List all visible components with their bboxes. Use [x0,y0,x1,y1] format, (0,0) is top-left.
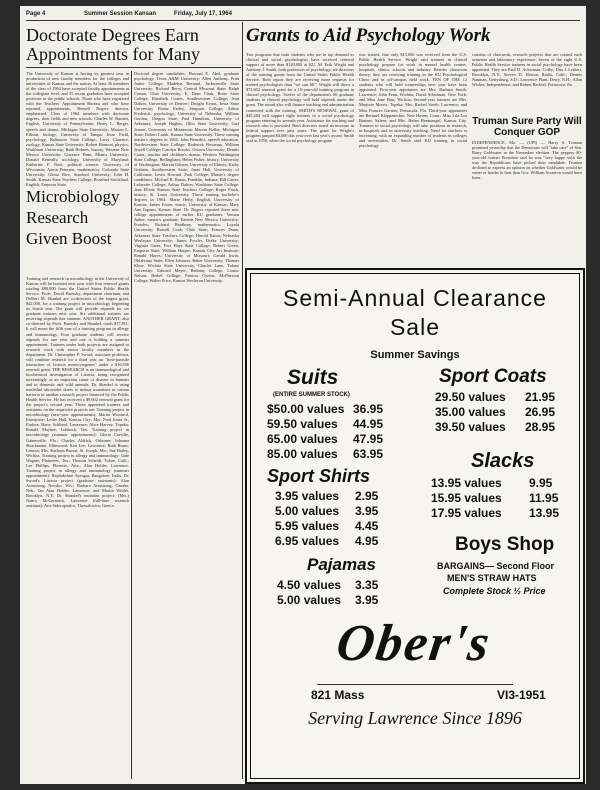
store-phone: VI3-1951 [497,688,546,702]
shirts-row [275,519,339,533]
coats-row [525,390,555,404]
sport-coats-title: Sport Coats [439,366,547,387]
shirt-sale-price: 3.95 [355,504,379,518]
suit-regular-price: 65.00 values [267,432,338,446]
coat-sale-price: 21.95 [525,390,556,404]
coats-row [525,420,555,434]
suit-sale-price: 44.95 [353,417,384,431]
coat-regular-price: 29.50 values [435,390,506,404]
pajamas-sale-price: 3.35 [355,578,379,592]
psychology-body-2: was started, that only $15,000 was received from the U.S. Public Health Service. Wright said trainees in clinical psychology prepare for work in mental health centers, hospitals, clinics, schools and industry. Besides classroom theory, they are receiving training in the KU Psychological Clinic and in off-campus field work. TEN OF THE 12 students who will hold traineeships next year have been appointed. First-year appointees are Mrs. Barbara Smith, Lawrence; John Fenn, Wichita; David Schulman, New York; and Miss Jane Finn, Wichita. Second-year trainees are Mrs. Marjorie Morris, Topeka; Mrs. Rachel Streib, Lawrence; and Miss Frances Gartner, Pensacola, Fla. Third-year appointees are Bernard Klappenecker, New Haven, Conn.; Miss Lila Lea Brainer, Salem; and Mrs. Helen Bentnaugel, Kansas City. Trainees in social psychology will take positions in research, in hospitals and in university teaching. Need for teachers is increasing, with an expanding number of students in colleges and universities, Dr. Smith said. KU training in social psychology [359,52,467,148]
shirt-sale-price: 4.95 [355,534,379,548]
shirt-regular-price: 5.95 values [275,519,340,533]
coats-row [435,405,506,419]
coat-regular-price: 39.50 values [435,420,506,434]
coats-row [435,390,506,404]
logo-underline [317,684,513,685]
psychology-col-1 [246,52,354,264]
suit-sale-price: 36.95 [353,402,384,416]
pajamas-row [355,578,378,592]
slacks-row [529,506,559,520]
microbiology-column [26,276,129,779]
sport-shirts-title: Sport Shirts [267,466,371,486]
suit-regular-price: 85.00 values [267,447,338,461]
ad-headline: Semi-Annual Clearance Sale [283,285,547,340]
page-number: Page 4 [26,11,46,17]
boys-shop-line-3: Complete Stock ½ Price [443,586,546,596]
slacks-row [529,491,558,505]
pajamas-sale-price: 3.95 [355,593,379,607]
obers-advertisement [245,268,585,784]
degrees-column [134,71,239,779]
truman-headline: Truman Sure Party Will Conquer GOP [472,116,582,138]
shirt-sale-price: 4.45 [355,519,379,533]
doctorate-column [26,71,129,188]
psychology-col-3 [472,52,582,114]
suits-row [267,432,338,446]
suit-sale-price: 47.95 [353,432,384,446]
suits-row [353,432,383,446]
shirts-row [355,534,378,548]
obers-logo: Ober's [333,615,495,672]
page-header [26,10,580,21]
psychology-body-1: Two programs that train students who are in top demand as clinical and social psychologists have received renewal support of more than $120,000 at KU. M. Erik Wright and Anthony J. Smith, both professors of psychology, are directors of the training grants from the United States Public Health Service. Both report they are receiving more requests for trained psychologists than "we can fill." Wright will direct a $73,602 renewal grant for a 16-year-old training program in clinical psychology. Twelve of the department's 86 graduate students in clinical psychology will hold stipends under the grant. The award also will finance teaching and administration connected with the training. SMITH'S RENEWAL grant of $45,284 will support eight trainees in a social psychology program entering its seventh year. Assistance for teaching and research also is provided. Both directors noted an increase in federal support over past years. The grant for Wright's program jumped $4,000 this year over last year's award. Smith said in 1958, when the social psychology program [246,52,354,143]
degrees-body: Doctoral degree candidates: Howard E. Abel, graduate psychology, Texas A&M University; Allen Anthony, Pratt Junior College; Madelyn Bernard, Jacksonville State University; Richard Berry, Central Missouri State; Ralph Carson, Ohio University; E. Dean Clark, Boise State College; Elizabeth Coates, Southwestern College; Ivan Dalton, University of Denver; Dwight Evans, Iowa State University; Elaine Farley, Simpson College; Arthur Frederick, psychology, University of Nebraska; William Gordon, Oregon State; Paul Hamilton, University of Arkansas; Joseph Hughes, Ohio State University; Carl Jensen, University of Minnesota; Marvin Keller, Michigan State; Robert Lamb, Kansas State University. These earning master's degrees in 1964: John Benedict, speech education, Northwestern State College; Roderick Bowman, William Jewell College; Carolyn Brooks, Ottawa University; Dennis Carter, teacher and children's drama, Western Washington State College, Bellingham; Helen Fisher, history, University of Washington; Marvin Gibson, University of Illinois; Kathy Graham, Southwestern State; Janet Hall, University of California; Lewis Howard, Park College; Master's degree candidates: Michael R. Baron, Franklin, Indiana; Bill Carter, Lafayette College; Arthur Dalton, Washburn State College; Jane Elliott, Kansas State Teachers College; Roger Finch, history, St. Louis University. Those earning bachelor's degrees in 1964: Marie Hefty, English, University of Kansas; James Foster, music, University of Kansas; Mary Ann Ingram, Kansas State. Dr. Rogers reported these new college appointments of earlier KU graduates: Vernon Anker, master's graduate, Eastern New Mexico University; Portales; Richard Bradbury, mathematics, Loyola University; Russell Cook, Ohio State; Frances Dunn, Arkansas State Teachers College; Harold Eaton, Nebraska Wesleyan University; James Fowler, Drake University; Virginia Gates, Fort Hays State College; Robert Green, Emporia State; William Harper, Kansas City Art Institute; Ronald Hayes, University of Missouri; Gerald Irwin, Oklahoma State; Ellen Johnson, Baker University; Thomas Kline, Wichita State University; Charles Lane, Tulane University; Edward Meyer, Bethany College; Louise Nelson, Bethel College; Patricia Owens, McPherson College; Walter Price, Kansas Wesleyan University. [134,71,239,283]
slacks-sale-price: 11.95 [529,491,559,505]
boys-shop-title: Boys Shop [455,534,555,555]
boys-shop-line-1: BARGAINS— Second Floor [437,561,555,571]
suits-row [267,417,338,431]
shirt-regular-price: 3.95 values [275,489,340,503]
slacks-regular-price: 15.95 values [431,491,502,505]
shirts-row [355,489,378,503]
slacks-sale-price: 13.95 [529,506,560,520]
slacks-row [529,476,552,490]
pajamas-row [277,593,341,607]
newspaper-page [20,6,586,784]
suits-note: (ENTIRE SUMMER STOCK) [273,392,350,398]
slacks-row [431,476,502,490]
shirts-row [355,504,378,518]
slacks-sale-price: 9.95 [529,476,553,490]
column-rule [242,22,243,779]
doctorate-headline: Doctorate Degrees Earn Appointments for Many [26,25,200,64]
truman-column [472,140,582,264]
pajamas-row [277,578,341,592]
column-rule [131,71,132,779]
pajamas-regular-price: 4.50 values [277,578,342,592]
microbiology-body: Training and research in microbiology at the University of Kansas will be boosted next year with four renewal grants totaling $80,000 from the United States Public Health Service. Profs. David Paretsky, department chairman, and Delbert M. Shankel are co-directors of the largest grant, $42,000, for a training project in microbiology beginning its fourth year. The grant will provide stipends for six graduate trainees next year. Six additional trainees are receiving stipends this summer. ANOTHER GRANT, also co-directed by Profs. Paretsky and Shankel, totals $17,811. It will mean the fifth year of a training program in allergy and immunology. Four graduate students will receive stipends for one year and one is holding a summer appointment. Trainees under both projects are assigned to research work with senior faculty members in the department. Dr. Christopher P. Sword, associate professor, will continue research for a third year on "host-parasite interaction of Listeria monocytogenes" under a $16,596 renewal grant. THE RESEARCH is an immunological and biochemical investigation of Listeria, being recognized increasingly as an important cause of disease in humans and in domestic and wild animals. Dr. Shankel is using nonlethal ultraviolet doses to induce mutations in certain bacteria in another research project financed by the Public Health Service. He has received a $9,602 renewal grant for the project's second year. Those appointed trainees and assistants on the respective projects are: Training project in microbiology (new-year appointments): Martin Woodard, Enterprise; Leslie Hall, Kansas City; Mrs. Fred Jones Jr., Eudora; Barry Schlund, Lawrence; Alice Harvey, Topeka; Ronald Maybee, Lubbock, Tex. Training project in microbiology (summer appointments): Gloria Carville, Gainesville, Fla.; Charles Aldrich, Osborne; Johanna Shuckmann, Ellinwood; Ken Lee, Lawrence; Ruth Burns, Lenexa; Mrs. Kathryn Brown, St. Joseph, Mo.; Sue Bailey, Wichita. Training project in allergy and immunology: Gale Wagner, Plainview, Tex.; Thomas Scheidt, Tulare, Calif.; Lee Phillips, Phoenix, Ariz.; Alan Holder, Lawrence. Training project in allergy and immunology (summer appointment): Rajalakshmi Ayengar, Bangalore, India. Dr. Sword's Listeria project (graduate assistants): Alan Armstrong, Neosho, Wis.; Barbara Armstrong, Omaha, Neb.; Ian Alan Holder, Lawrence; and Martin Wilder, Brooklyn, N.Y. Dr. Shankel's mutation project: (Mrs.) Nancy McCormack, Lawrence (full-time research assistant); Aris Sideropoulos, Thessalonica, Greece. [26,276,129,509]
shirts-row [275,489,339,503]
slacks-title: Slacks [471,450,535,472]
psychology-body-3: consists of classwork, research projects that are rotated each semester and laboratory experience. Seven of the eight U.S. Public Health Service trainees in social psychology have been appointed. They are Paul D. Ackerman, Colby; Dan J. Lettieri, Brooklyn, N.Y.; Steven D. Herron, Rialto, Calif.; Dennis Nauman, Gettysburg, S.D.; Lawrence Plant, Derry, N.H.; Allan Wicker, Independence; and Robert Bechtel, Pottstown, Pa. [472,52,582,88]
shirt-regular-price: 5.00 values [275,504,340,518]
coats-row [435,420,506,434]
slacks-row [431,491,502,505]
suits-row [267,402,344,416]
shirt-regular-price: 6.95 values [275,534,340,548]
coat-regular-price: 35.00 values [435,405,506,419]
pajamas-row [355,593,378,607]
suits-row [267,447,338,461]
slacks-row [431,506,502,520]
paper-name: Summer Session Kansan [84,11,157,17]
suits-row [353,402,383,416]
coat-sale-price: 28.95 [525,420,556,434]
store-slogan: Serving Lawrence Since 1896 [308,708,522,728]
issue-date: Friday, July 17, 1964 [174,11,232,17]
store-address: 821 Mass [311,688,365,702]
suits-row [353,417,383,431]
ad-subhead: Summer Savings [370,349,460,361]
shirts-row [275,504,339,518]
slacks-regular-price: 17.95 values [431,506,502,520]
microbiology-headline: Microbiology Research Given Boost [26,187,120,248]
pajamas-title: Pajamas [307,555,376,574]
boys-shop-line-2: MEN'S STRAW HATS [447,573,537,583]
divider [26,67,241,68]
suit-regular-price: $50.00 values [267,402,345,416]
suit-sale-price: 63.95 [353,447,384,461]
suits-row [353,447,383,461]
truman-body: INDEPENDENCE, Mo. — (UPI) — Harry S. Truman promised yesterday that the Democrats will "take care" of Sen. Barry Goldwater in the November election. The peppery 80-year-old former President said he was "very happy with the way the Republicans have picked their candidate. Truman declined to express an opinion on whether Goldwater would be easier or harder to beat than Gov. William Scranton would have been. [472,140,582,181]
slacks-regular-price: 13.95 values [431,476,502,490]
coat-sale-price: 26.95 [525,405,556,419]
coats-row [525,405,555,419]
psychology-col-2 [359,52,467,264]
pajamas-regular-price: 5.00 values [277,593,342,607]
doctorate-body: The University of Kansas is having its greatest year in production of new faculty members for the colleges and universities of Kansas and the nation. At least 36 members of the class of 1964 have accepted faculty appointments at the collegiate level, and 35 recent graduates have accepted positions in the public schools. Those who have registered with the Teachers' Appointment Bureau and who have reported appointments, Bernell Rogers director, emphasized. Class of 1964 members with doctorate degrees, their fields and new schools: Charles W. Barnett, English, University of Pennsylvania; Henry L. Berger, speech and drama, Michigan State University; Marion L. Ellison, biology, University of Tampa; Jesse Field, psychology, Baltimore State College; Larry Clarence, zoology, Kansas State University; Robert Harmon, physics, Washburn University; Ruth Holmes, history, Western New Mexico University; Clarence Hunt, Miami University; Donald Keneally, sociology, University of Maryland; Katherine F. Noel, political science, University of Wisconsin; Aaron Petersen, mathematics, Colorado State University; Gloria Rice, Stanford University; John H. Smith, Kansas State Teachers College; Rosalind Strickland, English, Emporia State. [26,71,129,188]
shirt-sale-price: 2.95 [355,489,379,503]
shirts-row [355,519,378,533]
suits-title: Suits [287,366,339,389]
psychology-headline: Grants to Aid Psychology Work [246,25,491,46]
suit-regular-price: 59.50 values [267,417,338,431]
shirts-row [275,534,339,548]
